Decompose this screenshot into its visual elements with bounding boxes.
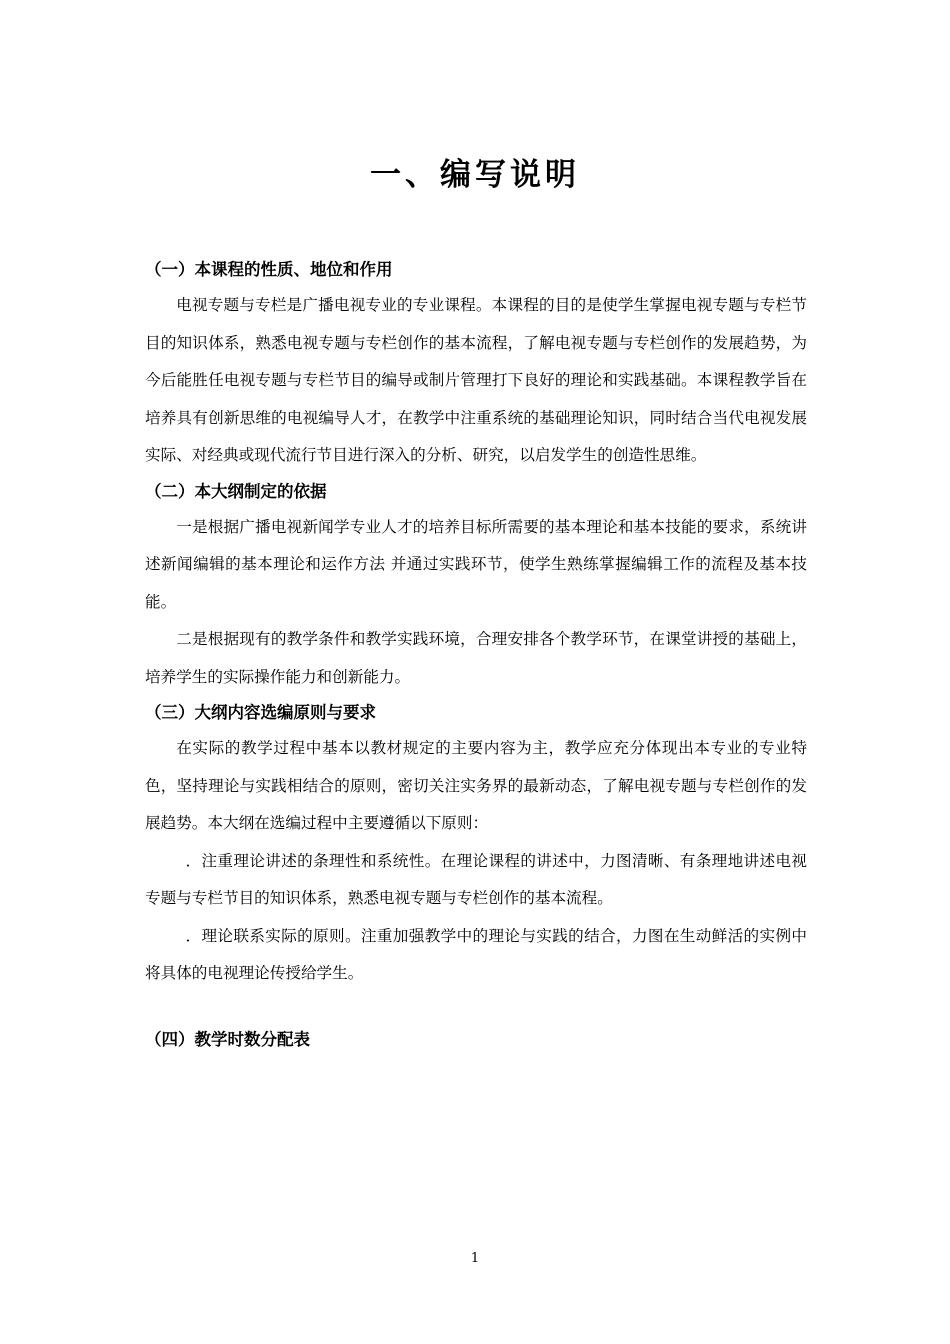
section-heading-hours-table: （四）教学时数分配表	[145, 1029, 310, 1049]
paragraph-principles-intro: 在实际的教学过程中基本以教材规定的主要内容为主，教学应充分体现出本专业的专业特色，坚持理论与实践相结合的原则，密切关注实务界的最新动态，了解电视专题与专栏创作的发展趋势。本大纲在选编过程中主要遵循以下原则：	[145, 739, 807, 832]
page-title: 一、编写说明	[370, 157, 580, 193]
section-heading-principles: （三）大纲内容选编原则与要求	[145, 703, 376, 722]
section-spacer	[145, 993, 807, 1023]
section-heading-nature: （一）本课程的性质、地位和作用	[145, 260, 393, 279]
paragraph-course-nature: 电视专题与专栏是广播电视专业的专业课程。本课程的目的是使学生掌握电视专题与专栏节目的知识体系，熟悉电视专题与专栏创作的基本流程，了解电视专题与专栏创作的发展趋势，为今后能胜任电视专题与专栏节目的编导或制片管理打下良好的理论和实践基础。本课程教学旨在培养具有创新思维的电视编导人才，在教学中注重系统的基础理论知识，同时结合当代电视发展实际、对经典或现代流行节目进行深入的分析、研究，以启发学生的创造性思维。	[145, 296, 807, 464]
document-body	[145, 253, 807, 1057]
page-number: 1	[470, 1251, 480, 1266]
paragraph-basis-first: 一是根据广播电视新闻学专业人才的培养目标所需要的基本理论和基本技能的要求，系统讲述新闻编辑的基本理论和运作方法 并通过实践环节，使学生熟练掌握编辑工作的流程及基本技能。	[145, 517, 807, 611]
section-heading-basis: （二）本大纲制定的依据	[145, 481, 327, 501]
paragraph-basis-second: 二是根据现有的教学条件和教学实践环境，合理安排各个教学环节，在课堂讲授的基础上，培养学生的实际操作能力和创新能力。	[145, 630, 807, 686]
paragraph-principle-systematic: ．注重理论讲述的条理性和系统性。在理论课程的讲述中，力图清晰、有条理地讲述电视专题与专栏节目的知识体系，熟悉电视专题与专栏创作的基本流程。	[145, 851, 807, 907]
paragraph-principle-practice: ．理论联系实际的原则。注重加强教学中的理论与实践的结合，力图在生动鲜活的实例中将具体的电视理论传授给学生。	[145, 926, 807, 982]
